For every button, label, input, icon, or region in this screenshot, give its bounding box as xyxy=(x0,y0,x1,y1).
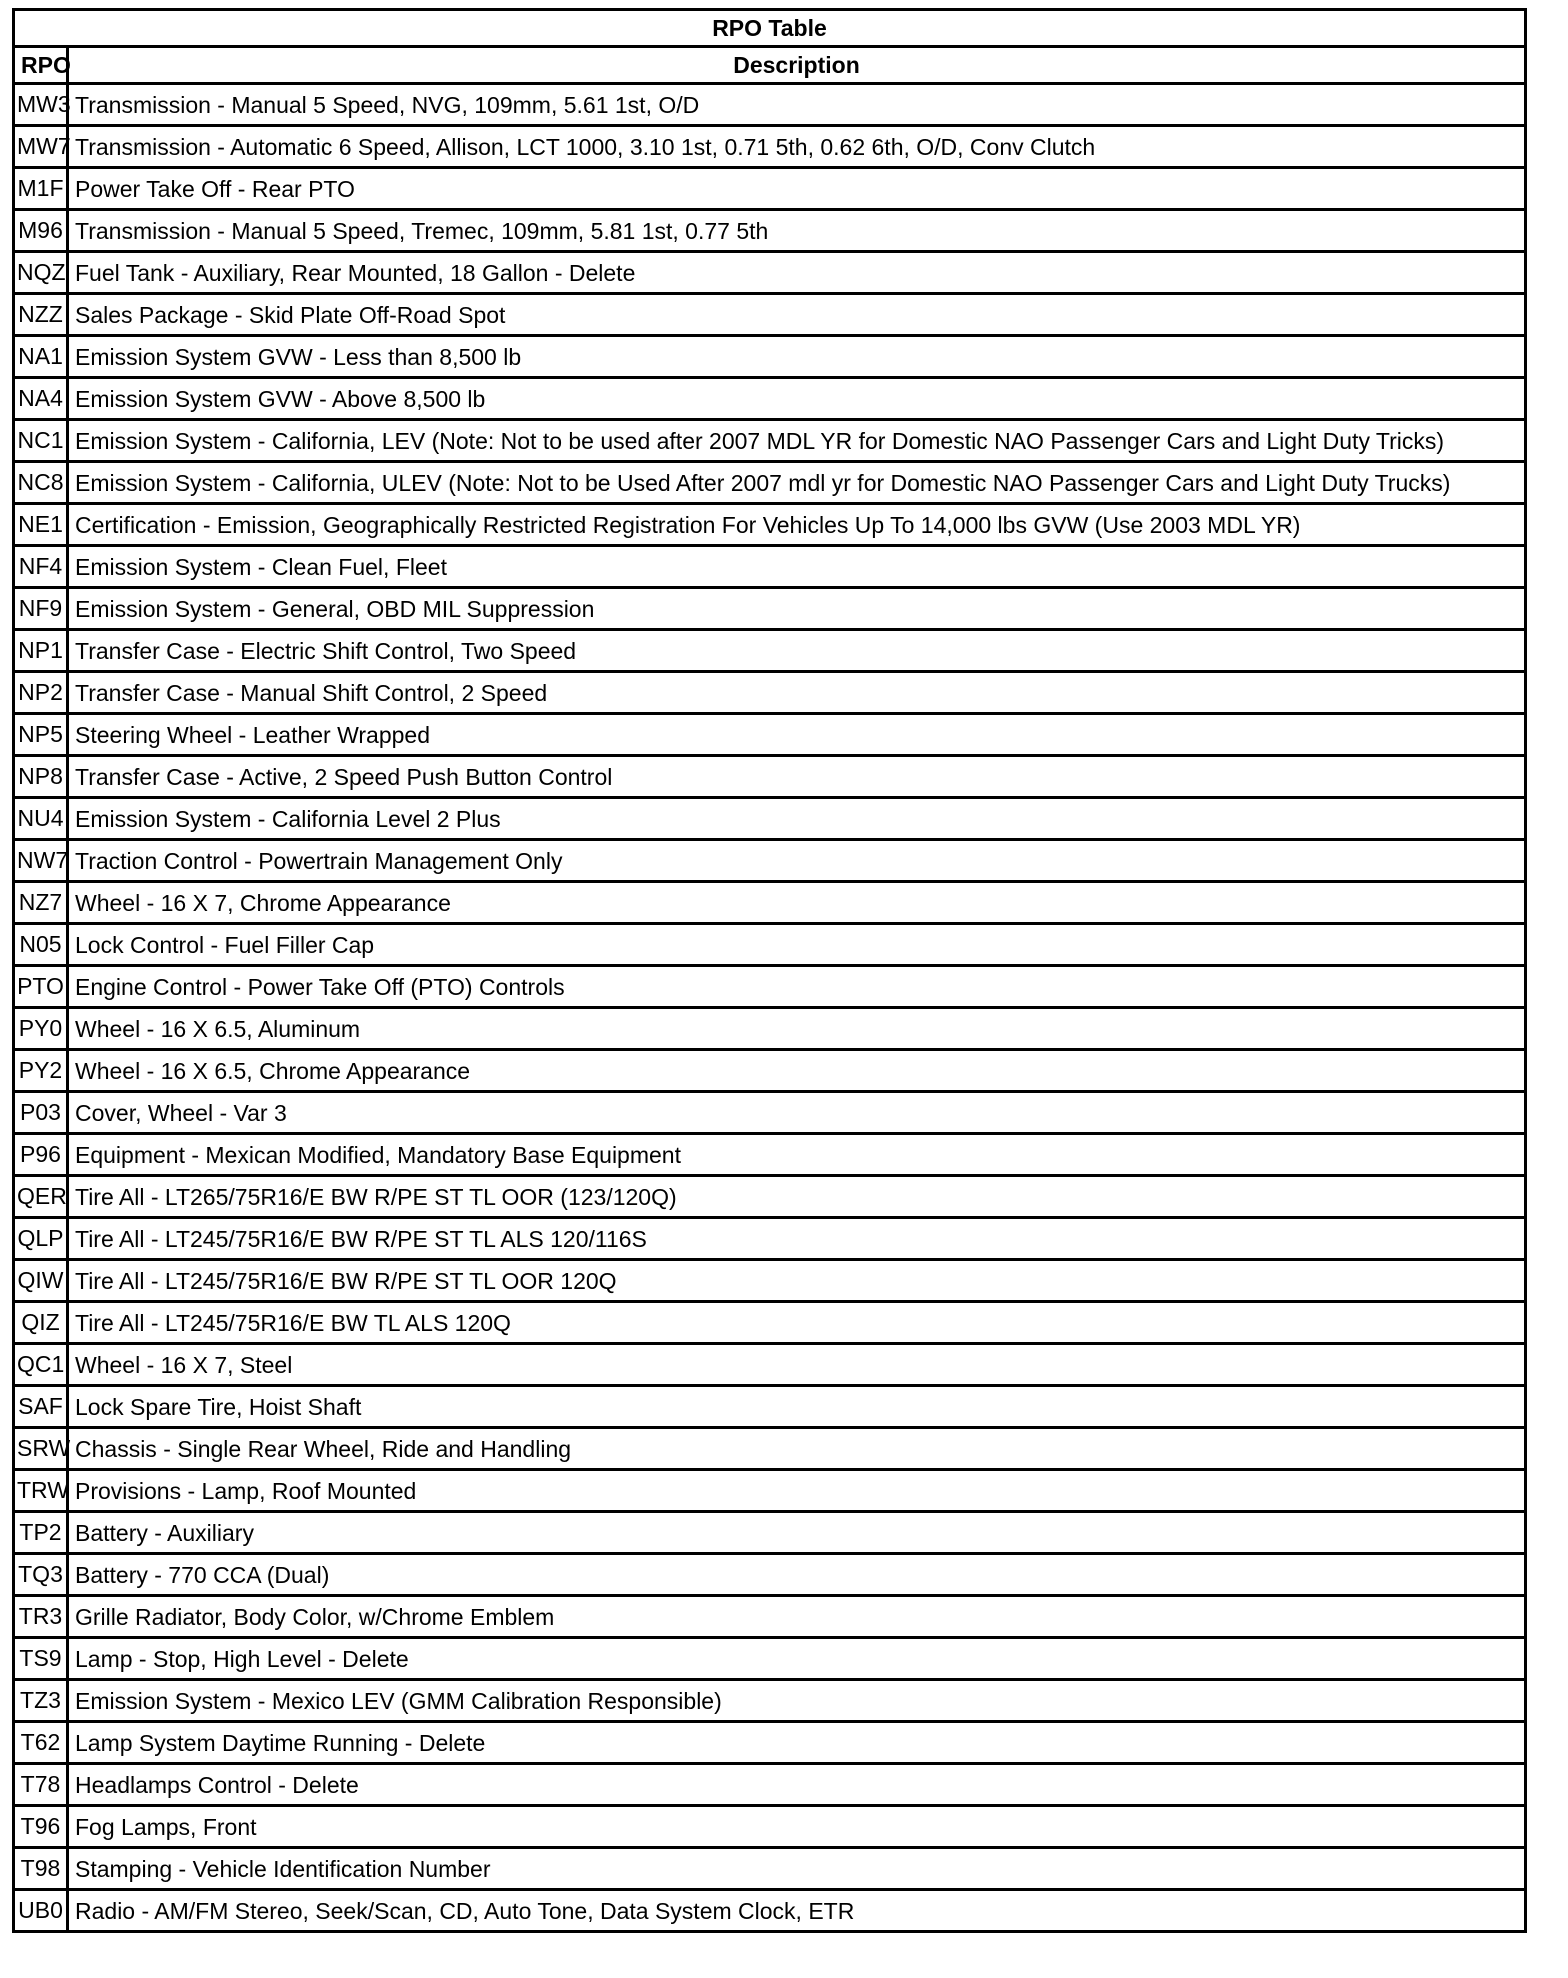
table-row xyxy=(14,1722,1526,1764)
rpo-code-cell: M96 xyxy=(14,210,68,252)
table-row xyxy=(14,1302,1526,1344)
rpo-code-cell: PTO xyxy=(14,966,68,1008)
rpo-code-cell: NU4 xyxy=(14,798,68,840)
table-row xyxy=(14,1386,1526,1428)
rpo-code-cell: P03 xyxy=(14,1092,68,1134)
rpo-code-cell: T98 xyxy=(14,1848,68,1890)
description-cell: Emission System - California Level 2 Plus xyxy=(68,798,1526,840)
rpo-code-cell: NP1 xyxy=(14,630,68,672)
description-cell: Tire All - LT245/75R16/E BW TL ALS 120Q xyxy=(68,1302,1526,1344)
rpo-code-cell: NC8 xyxy=(14,462,68,504)
description-cell: Wheel - 16 X 7, Steel xyxy=(68,1344,1526,1386)
description-cell: Tire All - LT245/75R16/E BW R/PE ST TL OOR 120Q xyxy=(68,1260,1526,1302)
description-cell: Emission System - California, LEV (Note: Not to be used after 2007 MDL YR for Domestic NAO Passenger Cars and Light Duty Tricks) xyxy=(68,420,1526,462)
description-cell: Wheel - 16 X 6.5, Chrome Appearance xyxy=(68,1050,1526,1092)
description-cell: Fog Lamps, Front xyxy=(68,1806,1526,1848)
table-row xyxy=(14,1008,1526,1050)
table-row xyxy=(14,840,1526,882)
table-row xyxy=(14,210,1526,252)
table-row xyxy=(14,168,1526,210)
rpo-code-cell: MW7 xyxy=(14,126,68,168)
description-cell: Wheel - 16 X 6.5, Aluminum xyxy=(68,1008,1526,1050)
description-cell: Grille Radiator, Body Color, w/Chrome Emblem xyxy=(68,1596,1526,1638)
table-row xyxy=(14,1260,1526,1302)
rpo-code-cell: T96 xyxy=(14,1806,68,1848)
rpo-code-cell: P96 xyxy=(14,1134,68,1176)
description-cell: Fuel Tank - Auxiliary, Rear Mounted, 18 Gallon - Delete xyxy=(68,252,1526,294)
description-cell: Lock Control - Fuel Filler Cap xyxy=(68,924,1526,966)
table-row xyxy=(14,420,1526,462)
rpo-code-cell: NZZ xyxy=(14,294,68,336)
rpo-code-cell: QER xyxy=(14,1176,68,1218)
description-cell: Transfer Case - Electric Shift Control, Two Speed xyxy=(68,630,1526,672)
rpo-code-cell: PY2 xyxy=(14,1050,68,1092)
rpo-code-cell: SAF xyxy=(14,1386,68,1428)
description-cell: Lamp - Stop, High Level - Delete xyxy=(68,1638,1526,1680)
rpo-code-cell: N05 xyxy=(14,924,68,966)
table-title-row xyxy=(14,10,1526,47)
description-cell: Steering Wheel - Leather Wrapped xyxy=(68,714,1526,756)
table-row xyxy=(14,1470,1526,1512)
description-cell: Emission System - General, OBD MIL Suppression xyxy=(68,588,1526,630)
table-row xyxy=(14,714,1526,756)
table-row xyxy=(14,126,1526,168)
table-row xyxy=(14,1134,1526,1176)
description-cell: Stamping - Vehicle Identification Number xyxy=(68,1848,1526,1890)
table-row xyxy=(14,798,1526,840)
rpo-code-cell: TQ3 xyxy=(14,1554,68,1596)
description-cell: Transfer Case - Manual Shift Control, 2 Speed xyxy=(68,672,1526,714)
description-cell: Lock Spare Tire, Hoist Shaft xyxy=(68,1386,1526,1428)
table-title: RPO Table xyxy=(14,10,1526,47)
description-cell: Headlamps Control - Delete xyxy=(68,1764,1526,1806)
table-row xyxy=(14,1092,1526,1134)
rpo-code-cell: UB0 xyxy=(14,1890,68,1932)
rpo-code-cell: QIZ xyxy=(14,1302,68,1344)
table-row xyxy=(14,84,1526,126)
rpo-code-cell: T78 xyxy=(14,1764,68,1806)
table-row xyxy=(14,1596,1526,1638)
table-row xyxy=(14,588,1526,630)
description-column-header: Description xyxy=(68,47,1526,84)
description-cell: Sales Package - Skid Plate Off-Road Spot xyxy=(68,294,1526,336)
description-cell: Transmission - Automatic 6 Speed, Allison, LCT 1000, 3.10 1st, 0.71 5th, 0.62 6th, O/D, Conv Clutch xyxy=(68,126,1526,168)
rpo-code-cell: NF9 xyxy=(14,588,68,630)
table-row xyxy=(14,378,1526,420)
table-row xyxy=(14,1638,1526,1680)
rpo-column-header: RPO xyxy=(14,47,68,84)
table-row xyxy=(14,1764,1526,1806)
table-row xyxy=(14,336,1526,378)
table-row xyxy=(14,672,1526,714)
table-row xyxy=(14,1806,1526,1848)
table-row xyxy=(14,924,1526,966)
table-row xyxy=(14,1218,1526,1260)
rpo-code-cell: NA1 xyxy=(14,336,68,378)
rpo-code-cell: NA4 xyxy=(14,378,68,420)
description-cell: Cover, Wheel - Var 3 xyxy=(68,1092,1526,1134)
rpo-code-cell: M1F xyxy=(14,168,68,210)
description-cell: Emission System - Mexico LEV (GMM Calibration Responsible) xyxy=(68,1680,1526,1722)
description-cell: Transfer Case - Active, 2 Speed Push Button Control xyxy=(68,756,1526,798)
table-row xyxy=(14,1050,1526,1092)
rpo-code-cell: NC1 xyxy=(14,420,68,462)
rpo-code-cell: TS9 xyxy=(14,1638,68,1680)
rpo-table xyxy=(12,8,1527,1933)
description-cell: Transmission - Manual 5 Speed, NVG, 109mm, 5.61 1st, O/D xyxy=(68,84,1526,126)
description-cell: Tire All - LT245/75R16/E BW R/PE ST TL ALS 120/116S xyxy=(68,1218,1526,1260)
rpo-code-cell: T62 xyxy=(14,1722,68,1764)
table-row xyxy=(14,1428,1526,1470)
table-row xyxy=(14,546,1526,588)
rpo-code-cell: PY0 xyxy=(14,1008,68,1050)
description-cell: Equipment - Mexican Modified, Mandatory Base Equipment xyxy=(68,1134,1526,1176)
rpo-code-cell: NE1 xyxy=(14,504,68,546)
description-cell: Battery - 770 CCA (Dual) xyxy=(68,1554,1526,1596)
rpo-code-cell: SRW xyxy=(14,1428,68,1470)
description-cell: Tire All - LT265/75R16/E BW R/PE ST TL OOR (123/120Q) xyxy=(68,1176,1526,1218)
description-cell: Emission System GVW - Less than 8,500 lb xyxy=(68,336,1526,378)
description-cell: Wheel - 16 X 7, Chrome Appearance xyxy=(68,882,1526,924)
table-row xyxy=(14,252,1526,294)
rpo-code-cell: TRW xyxy=(14,1470,68,1512)
description-cell: Engine Control - Power Take Off (PTO) Controls xyxy=(68,966,1526,1008)
table-row xyxy=(14,882,1526,924)
rpo-code-cell: QC1 xyxy=(14,1344,68,1386)
rpo-code-cell: TR3 xyxy=(14,1596,68,1638)
table-row xyxy=(14,1512,1526,1554)
rpo-code-cell: QLP xyxy=(14,1218,68,1260)
rpo-code-cell: NP5 xyxy=(14,714,68,756)
description-cell: Provisions - Lamp, Roof Mounted xyxy=(68,1470,1526,1512)
rpo-table-container xyxy=(12,8,1527,1933)
table-header-row xyxy=(14,47,1526,84)
description-cell: Emission System - California, ULEV (Note: Not to be Used After 2007 mdl yr for Domestic NAO Passenger Cars and Light Duty Trucks) xyxy=(68,462,1526,504)
rpo-code-cell: NQZ xyxy=(14,252,68,294)
table-row xyxy=(14,1848,1526,1890)
rpo-code-cell: MW3 xyxy=(14,84,68,126)
description-cell: Transmission - Manual 5 Speed, Tremec, 109mm, 5.81 1st, 0.77 5th xyxy=(68,210,1526,252)
table-row xyxy=(14,756,1526,798)
table-row xyxy=(14,1554,1526,1596)
table-row xyxy=(14,1176,1526,1218)
description-cell: Power Take Off - Rear PTO xyxy=(68,168,1526,210)
description-cell: Battery - Auxiliary xyxy=(68,1512,1526,1554)
table-row xyxy=(14,630,1526,672)
rpo-code-cell: NP8 xyxy=(14,756,68,798)
table-row xyxy=(14,966,1526,1008)
rpo-code-cell: TZ3 xyxy=(14,1680,68,1722)
description-cell: Chassis - Single Rear Wheel, Ride and Handling xyxy=(68,1428,1526,1470)
rpo-code-cell: NP2 xyxy=(14,672,68,714)
table-row xyxy=(14,504,1526,546)
table-row xyxy=(14,462,1526,504)
rpo-code-cell: NW7 xyxy=(14,840,68,882)
description-cell: Emission System - Clean Fuel, Fleet xyxy=(68,546,1526,588)
table-row xyxy=(14,1680,1526,1722)
table-row xyxy=(14,1890,1526,1932)
description-cell: Radio - AM/FM Stereo, Seek/Scan, CD, Auto Tone, Data System Clock, ETR xyxy=(68,1890,1526,1932)
rpo-code-cell: QIW xyxy=(14,1260,68,1302)
description-cell: Lamp System Daytime Running - Delete xyxy=(68,1722,1526,1764)
rpo-code-cell: NF4 xyxy=(14,546,68,588)
table-row xyxy=(14,1344,1526,1386)
table-row xyxy=(14,294,1526,336)
rpo-code-cell: NZ7 xyxy=(14,882,68,924)
rpo-code-cell: TP2 xyxy=(14,1512,68,1554)
description-cell: Emission System GVW - Above 8,500 lb xyxy=(68,378,1526,420)
table-body xyxy=(14,84,1526,1932)
description-cell: Traction Control - Powertrain Management Only xyxy=(68,840,1526,882)
description-cell: Certification - Emission, Geographically Restricted Registration For Vehicles Up To 14,000 lbs GVW (Use 2003 MDL YR) xyxy=(68,504,1526,546)
